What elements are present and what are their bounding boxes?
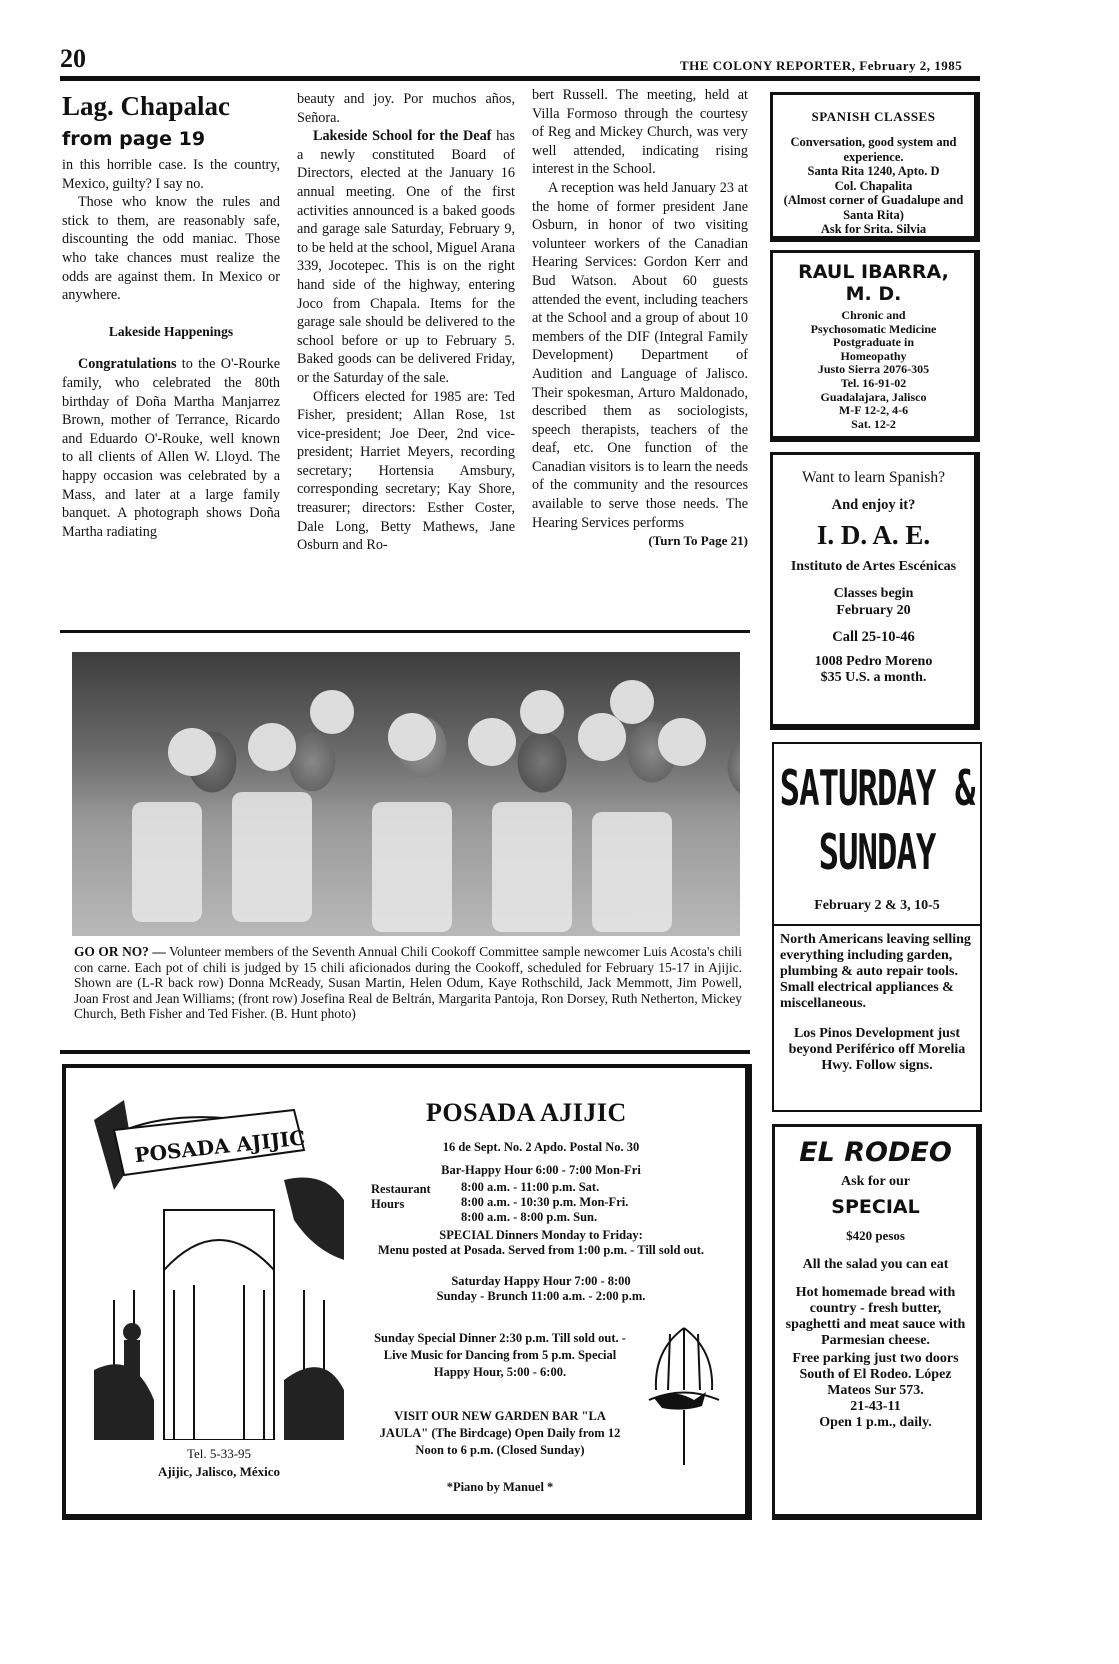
- posada-garden-bar: VISIT OUR NEW GARDEN BAR "LA JAULA" (The Birdcage) Open Daily from 12 Noon to 6 p.m. (Closed Sunday): [379, 1409, 621, 1457]
- posada-illustration: [94, 1100, 344, 1440]
- col3-paragraph: bert Russell. The meeting, held at Villa Formoso through the courtesy of Reg and Mickey Church, was very well attended, indicating rising interest in the School.: [532, 87, 748, 178]
- posada-special: [366, 1228, 716, 1258]
- idae-question: Want to learn Spanish?: [802, 469, 945, 486]
- turn-to-link[interactable]: (Turn To Page 21): [648, 533, 748, 549]
- posada-sign-text: POSADA AJIJIC: [133, 1125, 307, 1168]
- garage-sale-ad: [772, 742, 982, 1112]
- hours-line: 8:00 a.m. - 11:00 p.m. Sat.: [461, 1180, 600, 1194]
- ibarra-line: Guadalajara, Jalisco: [820, 389, 927, 404]
- congrats-lead: Congratulations: [78, 356, 177, 373]
- posada-address: 16 de Sept. No. 2 Apdo. Postal No. 30: [442, 1140, 640, 1154]
- ibarra-line: Sat. 12-2: [851, 416, 896, 431]
- ibarra-title-2: M. D.: [845, 283, 902, 305]
- col3-paragraph: A reception was held January 23 at the home of former president Jane Osburn, in honor of two visiting volunteer workers of the Canadian Hearing Services: Gordon Kerr and Bud Watson. About 60 guests attended the event, including teachers at the School and a group of about 10 members of the DIF (Integral Family Development) Department of Audition and Language of Jalisco. Their spokesman, Arturo Maldonado, described them as sociologists, speech therapists, teachers of the deaf, etc. One function of the Canadian visitors is to learn the needs of the community and the resources available to serve those needs. The Hearing Services performs: [532, 179, 748, 531]
- idae-enjoy: And enjoy it?: [831, 497, 916, 513]
- ibarra-line: Postgraduate in: [833, 335, 914, 350]
- posada-gate-drawing: [94, 1100, 344, 1440]
- idae-ad: [770, 452, 980, 730]
- sale-title-2: SUNDAY: [818, 824, 936, 882]
- ibarra-line: M-F 12-2, 4-6: [838, 403, 909, 418]
- posada-saturday: [366, 1274, 716, 1304]
- posada-title: POSADA AJIJIC: [426, 1098, 627, 1127]
- col2-paragraph: has a newly constituted Board of Directors, elected at the January 16 annual meeting. One of the first activities announced is a baked goods and garage sale Saturday, February 9, to be held at the school, Miguel Arana 339, Jocotepec. This is on the right hand side of the highway, entering Joco from Chapala. Items for the garage sale should be delivered to the school before or up to February 5. Baked goods can be delivered Friday, or the Saturday of the sale.: [297, 128, 516, 386]
- rodeo-phone[interactable]: 21-43-11: [850, 1399, 901, 1414]
- rodeo-ask: Ask for our: [841, 1174, 910, 1189]
- masthead: THE COLONY REPORTER, February 2, 1985: [680, 58, 963, 73]
- ibarra-line: Tel. 16-91-02: [840, 375, 907, 390]
- article-column-3: [532, 86, 748, 551]
- posada-city: Ajijic, Jalisco, México: [157, 1464, 280, 1479]
- article-bottom-rule: [60, 630, 750, 633]
- raul-ibarra-ad: [770, 250, 980, 442]
- hours-line: 8:00 a.m. - 10:30 p.m. Mon-Fri.: [461, 1195, 629, 1209]
- special-line: SPECIAL Dinners Monday to Friday:: [439, 1228, 643, 1242]
- caption-lead: GO OR NO? —: [74, 944, 166, 959]
- ibarra-title: RAUL IBARRA,: [798, 261, 949, 283]
- ibarra-line: Chronic and: [841, 308, 906, 322]
- sale-dates: February 2 & 3, 10-5: [814, 898, 940, 913]
- spanish-line: Col. Chapalita: [834, 178, 913, 193]
- header-rule: [60, 76, 980, 81]
- page-number: 20: [60, 44, 86, 73]
- idae-price: $35 U.S. a month.: [820, 670, 927, 685]
- photo-caption: [74, 944, 742, 1022]
- rodeo-parking: Free parking just two doors South of El Rodeo. López Mateos Sur 573.: [792, 1351, 959, 1398]
- idae-title: I. D. A. E.: [816, 520, 931, 550]
- posada-piano: *Piano by Manuel *: [446, 1480, 554, 1494]
- ibarra-line: Homeopathy: [840, 348, 907, 363]
- photo-figures: [72, 652, 740, 936]
- ibarra-line: Psychosomatic Medicine: [810, 321, 937, 336]
- idae-classes: Classes begin February 20: [833, 586, 914, 618]
- headline: Lag. Chapalac: [62, 91, 231, 121]
- el-rodeo-ad: [772, 1124, 982, 1520]
- spanish-title: SPANISH CLASSES: [811, 109, 936, 124]
- school-lead: Lakeside School for the Deaf: [313, 128, 492, 145]
- ibarra-body: [773, 309, 974, 431]
- spanish-body: [773, 135, 974, 237]
- sale-location: Los Pinos Development just beyond Periférico off Morelia Hwy. Follow signs.: [788, 1026, 966, 1073]
- spanish-classes-ad: [770, 92, 980, 242]
- sun-line: Sunday - Brunch 11:00 a.m. - 2:00 p.m.: [436, 1289, 646, 1303]
- sale-title: SATURDAY &: [779, 760, 975, 818]
- rodeo-price: $420 pesos: [846, 1228, 905, 1243]
- idae-address: 1008 Pedro Moreno: [814, 654, 933, 669]
- sale-body: North Americans leaving selling everything including garden, plumbing & auto repair tools. Small electrical appliances & miscellaneous.: [780, 932, 971, 1011]
- posada-sunday-special: Sunday Special Dinner 2:30 p.m. Till sold out. - Live Music for Dancing from 5 p.m. Special Happy Hour, 5:00 - 6:00.: [374, 1331, 626, 1379]
- posada-restaurant-label: Restaurant Hours: [371, 1182, 431, 1211]
- spanish-line: Ask for Srita. Silvia: [820, 222, 927, 236]
- sat-line: Saturday Happy Hour 7:00 - 8:00: [451, 1274, 631, 1288]
- subhead: Lakeside Happenings: [108, 323, 234, 339]
- col1-paragraph: in this horrible case. Is the country, Mexico, guilty? I say no.: [62, 157, 280, 192]
- caption-text: Volunteer members of the Seventh Annual Chili Cookoff Committee sample newcomer Luis Acosta's chili con carne. Each pot of chili is judged by 15 chili aficionados during the Cookoff, scheduled for February 15-17 in Ajijic. Shown are (L-R back row) Donna McReady, Susan Martin, Helen Odum, Kaye Rothschild, Jack Memmott, Jim Powell, Joan Frost and Jean Williams; (front row) Josefina Real de Beltrán, Margarita Pantoja, Ron Dorsey, Ruth Netherton, Mickey Church, Beth Fisher and Ted Fisher. (B. Hunt photo): [74, 944, 742, 1022]
- sale-divider: [774, 924, 980, 926]
- posada-bar-hours: Bar-Happy Hour 6:00 - 7:00 Mon-Fri: [441, 1163, 641, 1177]
- posada-ajijic-ad: [62, 1064, 752, 1520]
- article-column-2: [297, 90, 515, 555]
- cookoff-photo: [72, 652, 740, 936]
- idae-phone[interactable]: Call 25-10-46: [832, 629, 915, 645]
- idae-subtitle: Instituto de Artes Escénicas: [790, 559, 957, 574]
- jump-from: from page 19: [62, 128, 206, 150]
- col1-paragraph: Those who know the rules and stick to them, are reasonably safe, discounting the odd maniac. Those who take chances must realize the odds are against them. In Mexico or anywhere.: [62, 194, 280, 304]
- posada-tel: Tel. 5-33-95: [186, 1446, 252, 1461]
- special-line: Menu posted at Posada. Served from 1:00 p.m. - Till sold out.: [377, 1243, 705, 1257]
- col2-paragraph: beauty and joy. Por muchos años, Señora.: [297, 91, 515, 126]
- spanish-line: Santa Rita 1240, Apto. D: [807, 164, 940, 178]
- birdcage-icon: [644, 1320, 724, 1470]
- caption-rule: [60, 1050, 750, 1054]
- rodeo-title: EL RODEO: [799, 1137, 952, 1168]
- col1-paragraph: to the O'-Rourke family, who celebrated the 80th birthday of Doña Martha Manjarrez Brown, mother of Terrance, Ricardo and Eduardo O'-Rouke, well known to all clients of Allen W. Lloyd. The happy occasion was celebrated by a Mass, and later at a large family banquet. A photograph shows Doña Martha radiating: [62, 356, 280, 540]
- spanish-line: (Almost corner of Guadalupe and Santa Rita): [783, 193, 964, 222]
- article-column-1: [62, 90, 280, 541]
- ibarra-line: Justo Sierra 2076-305: [817, 362, 930, 377]
- rodeo-salad: All the salad you can eat: [802, 1257, 949, 1272]
- hours-line: 8:00 a.m. - 8:00 p.m. Sun.: [461, 1210, 598, 1224]
- posada-hours: [461, 1180, 721, 1225]
- col2-paragraph: Officers elected for 1985 are: Ted Fisher, president; Allan Rose, 1st vice-president; Joe Deer, 2nd vice-president; Harriet Meyers, recording secretary; Hortensia Amsbury, corresponding secretary; Kay Shore, treasurer; directors: Esther Coster, Dale Long, Betty Mathews, Jane Osburn and Ro-: [297, 388, 515, 554]
- rodeo-special: SPECIAL: [831, 1196, 920, 1218]
- rodeo-body: Hot homemade bread with country - fresh butter, spaghetti and meat sauce with Parmesian cheese.: [785, 1285, 966, 1348]
- spanish-line: Conversation, good system and experience.: [790, 135, 957, 164]
- rodeo-hours: Open 1 p.m., daily.: [819, 1415, 932, 1430]
